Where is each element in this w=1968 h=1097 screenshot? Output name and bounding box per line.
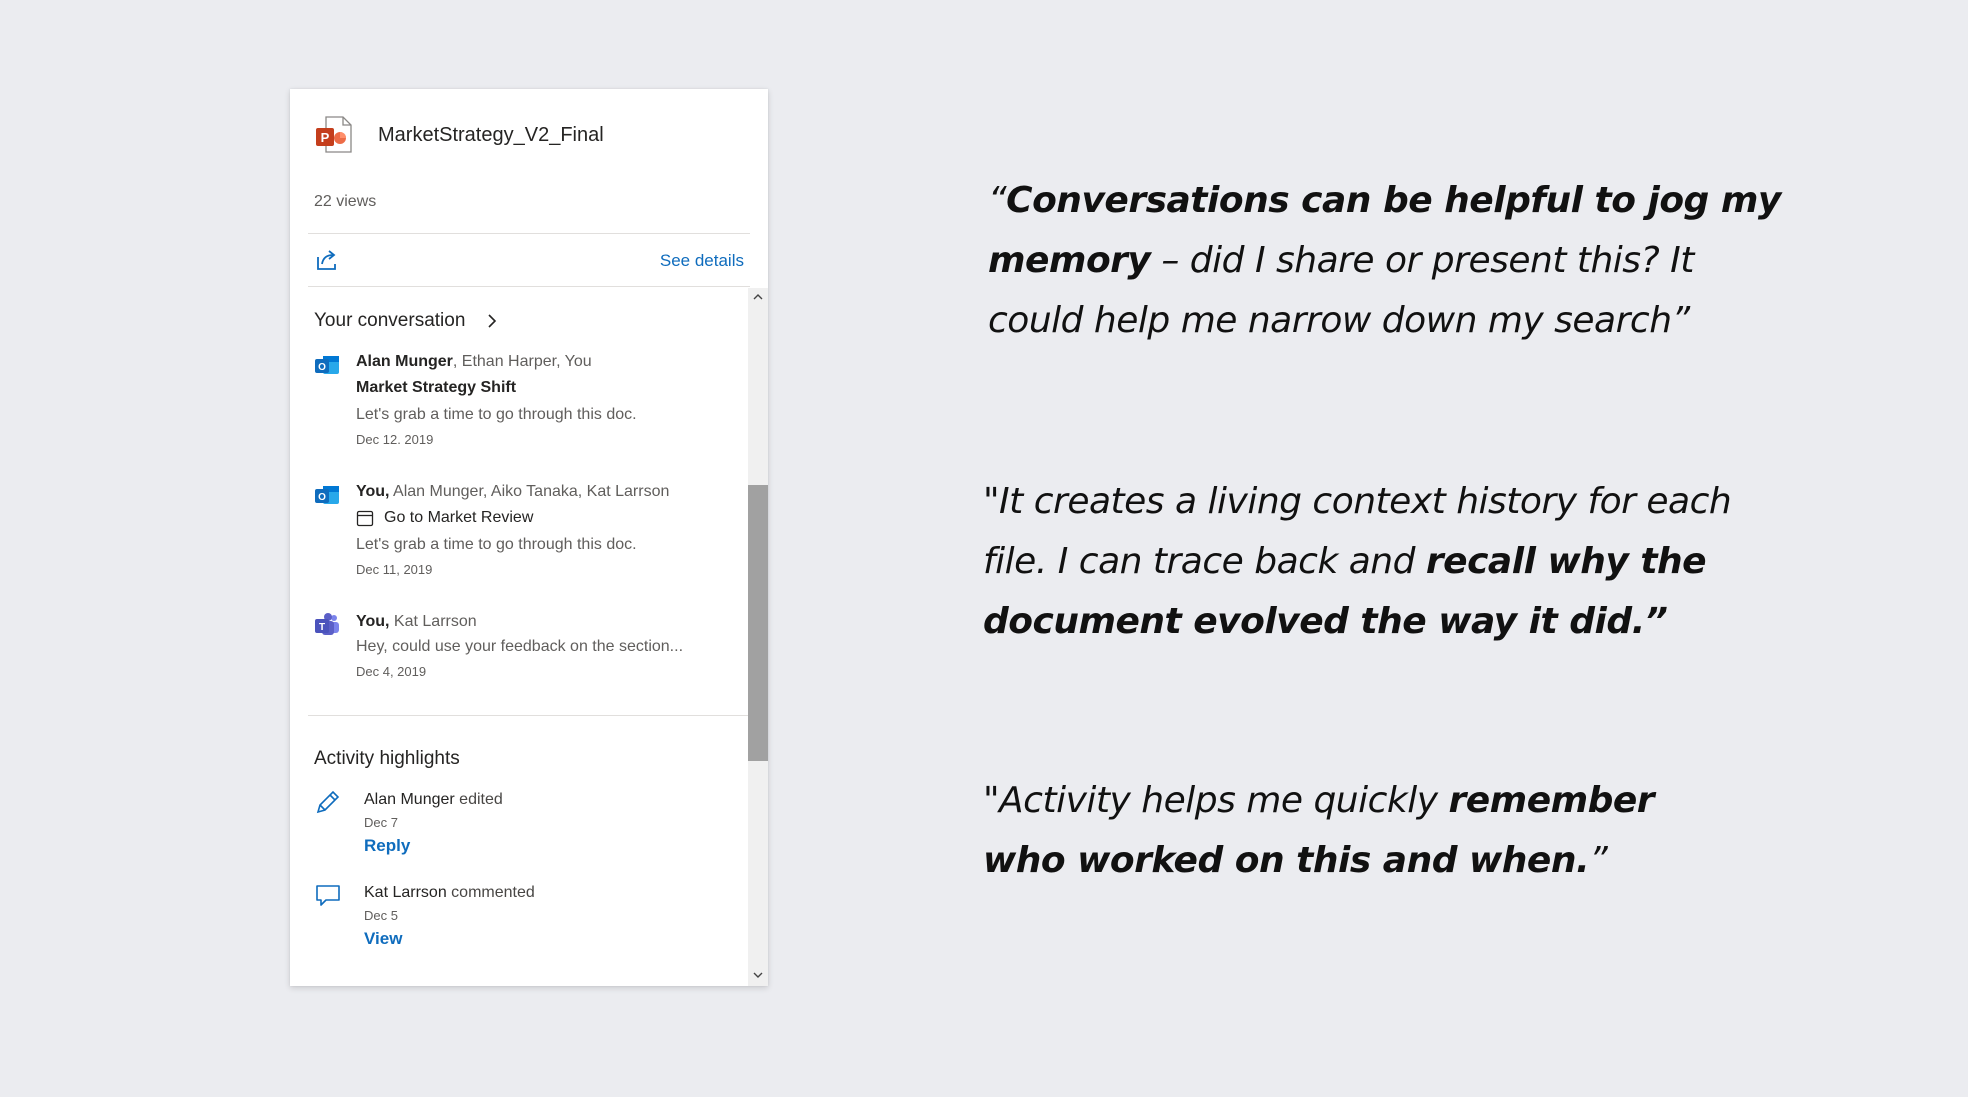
conversation-preview: Let's grab a time to go through this doc. — [356, 406, 637, 423]
divider — [308, 286, 750, 287]
conversation-date: Dec 12. 2019 — [356, 432, 434, 447]
conversation-participants: You, Kat Larrson — [356, 613, 477, 630]
conversation-item[interactable] — [314, 610, 734, 700]
share-icon[interactable] — [314, 247, 340, 273]
activity-item — [314, 881, 734, 951]
pencil-icon — [314, 788, 342, 816]
activity-actor: Alan Munger edited — [364, 791, 503, 808]
file-title[interactable]: MarketStrategy_V2_Final — [378, 123, 604, 146]
quote-line: "Activity helps me quickly remember — [983, 780, 1655, 821]
quote-line: who worked on this and when.” — [983, 840, 1608, 881]
actions-row — [308, 233, 750, 287]
activity-date: Dec 5 — [364, 908, 398, 923]
conversation-date: Dec 11, 2019 — [356, 562, 433, 577]
powerpoint-icon — [314, 115, 354, 155]
conversation-participants: You, Alan Munger, Aiko Tanaka, Kat Larrson — [356, 483, 670, 500]
quote-line: could help me narrow down my search” — [988, 300, 1690, 341]
chevron-right-icon — [485, 312, 499, 330]
activity-highlights-header — [314, 748, 460, 770]
svg-text:T: T — [318, 622, 326, 633]
view-count: 22 views — [314, 193, 377, 210]
conversation-preview: Hey, could use your feedback on the section... — [356, 638, 684, 655]
scroll-down-arrow-icon[interactable] — [753, 970, 763, 980]
activity-item — [314, 788, 734, 858]
conversation-item[interactable] — [314, 350, 734, 465]
conversation-date: Dec 4, 2019 — [356, 664, 427, 679]
section-title: Activity highlights — [314, 748, 460, 769]
reply-link[interactable]: Reply — [364, 836, 411, 855]
see-details-link[interactable]: See details — [659, 251, 744, 270]
conversation-participants: Alan Munger, Ethan Harper, You — [356, 353, 592, 370]
teams-icon — [314, 612, 340, 638]
quote-context-history — [983, 472, 1883, 652]
scrollbar-thumb[interactable] — [748, 485, 768, 761]
svg-text:O: O — [318, 492, 326, 503]
file-header — [314, 115, 604, 155]
quote-line: memory – did I share or present this? It — [988, 240, 1694, 281]
conversation-item[interactable] — [314, 480, 734, 595]
file-card — [290, 89, 768, 986]
your-conversation-header[interactable] — [314, 310, 499, 332]
view-link[interactable]: View — [364, 929, 403, 948]
comment-icon — [314, 881, 342, 909]
quote-line: document evolved the way it did.” — [983, 601, 1668, 642]
section-title: Your conversation — [314, 310, 466, 331]
calendar-icon — [356, 509, 374, 527]
quote-conversations — [988, 171, 1868, 351]
svg-text:O: O — [318, 362, 326, 373]
activity-actor: Kat Larrson commented — [364, 884, 535, 901]
divider — [308, 715, 748, 716]
scroll-up-arrow-icon[interactable] — [753, 292, 763, 302]
conversation-subject: Market Strategy Shift — [356, 379, 517, 396]
conversation-subject: Go to Market Review — [356, 504, 736, 532]
quote-line: "It creates a living context history for each — [983, 481, 1732, 522]
details-scroll-area[interactable] — [308, 288, 748, 986]
quote-line: file. I can trace back and recall why the — [983, 541, 1707, 582]
outlook-icon — [314, 352, 340, 378]
quote-activity — [983, 771, 1883, 891]
conversation-preview: Let's grab a time to go through this doc. — [356, 536, 637, 553]
svg-text:P: P — [320, 130, 330, 145]
outlook-icon — [314, 482, 340, 508]
activity-date: Dec 7 — [364, 815, 398, 830]
quote-line: “Conversations can be helpful to jog my — [988, 180, 1781, 221]
